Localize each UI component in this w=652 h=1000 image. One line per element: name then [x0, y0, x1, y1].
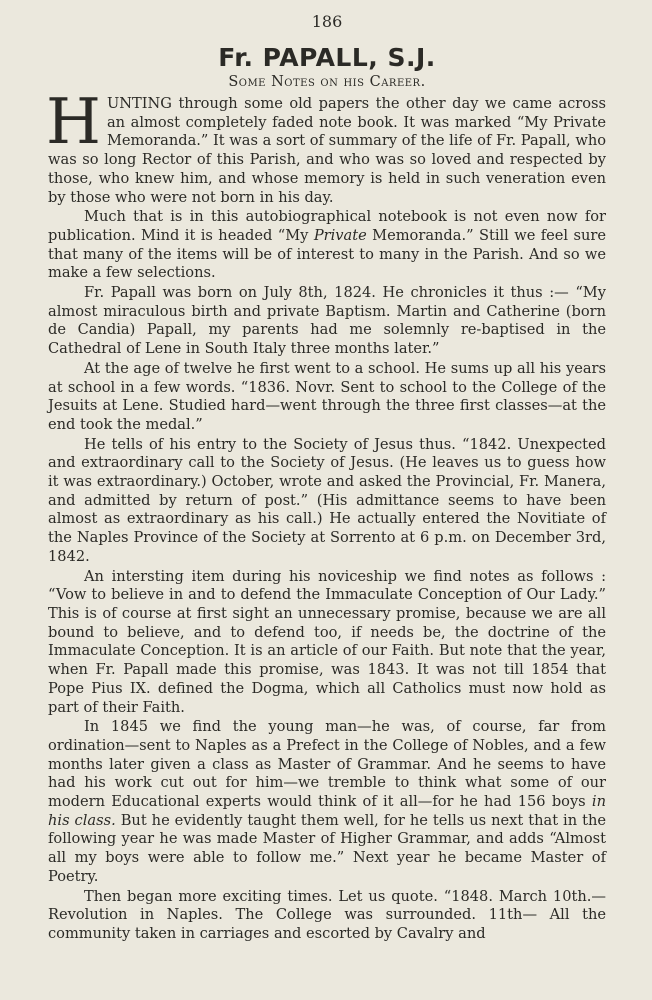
paragraph-5: He tells of his entry to the Society of Jesus thus. “1842. Unexpected and extraordinary call to the Society of Jesus. (He leaves us to guess how it was extraordinary.) October, wrote and asked the Provincial, Fr. Manera, and admitted by return of post.” (His admittance seems to have been almost as extraordinary as his call.) He actually entered the Novitiate of the Naples Province of the Society at Sorrento at 6 p.m. on December 3rd, 1842. — [48, 435, 606, 565]
paragraph-8: Then began more exciting times. Let us quote. “1848. March 10th.—Revolution in Naples. The College was surrounded. 11th— All the community taken in carriages and escorted by Cavalry and — [48, 887, 606, 942]
page-number: 186 — [311, 12, 343, 31]
paragraph-7-text-b: But he evidently taught them well, for he tells us next that in the following year he was made Master of Higher Grammar, and adds “Almost all my boys were able to follow me.” Next year he became Master of Poetry. — [48, 811, 606, 885]
paragraph-3: Fr. Papall was born on July 8th, 1824. He chronicles it thus :— “My almost miraculous birth and private Baptism. Martin and Catherine (born de Candia) Papall, my parents had me solemnly re-baptised in the Cathedral of Lene in South Italy three months later.” — [48, 284, 606, 358]
article-subtitle: Some Notes on his Career. — [228, 74, 426, 90]
paragraph-2-emphasis: Private — [313, 226, 367, 244]
paragraph-1-text: through some old papers the other day we came across an almost completely faded note book. It was marked “My Private Memoranda.” It was a sort of summary of the life of Fr. Papall, who was so long Rector of this Parish, and who was so loved and respected by those, who knew him, and whose memory is held in such veneration even by those who were not born in his day. — [48, 95, 606, 206]
paragraph-7 — [48, 718, 606, 886]
paragraph-2 — [48, 208, 606, 283]
paragraph-1 — [46, 85, 606, 207]
paragraph-6: An intersting item during his noviceship we find notes as follows : “Vow to believe in and to defend the Immaculate Conception of Our Lady.” This is of course at first sight an unnecessary promise, because we are all bound to believe, and to defend too, if needs be, the doctrine of the Immaculate Conception. It is an article of our Faith. But note that the year, when Fr. Papall made this promise, was 1843. It was not till 1854 that Pope Pius IX. defined the Dogma, which all Catholics must now hold as part of their Faith. — [48, 567, 606, 716]
paragraph-4: At the age of twelve he first went to a school. He sums up all his years at school in a few words. “1836. Novr. Sent to school to the College of the Jesuits at Lene. Studied hard—went through the three first classes—at the end took the medal.” — [48, 359, 606, 433]
article-title: Fr. PAPALL, S.J. — [218, 43, 436, 72]
paragraph-7-text-a: In 1845 we find the young man—he was, of course, far from ordination—sent to Naples as a Prefect in the College of Nobles, and a few months later given a class as Master of Grammar. And he seems to have had his work cut out for him—we tremble to think what some of our modern Educational experts would think of it all—for he had 156 boys — [48, 718, 606, 811]
paragraph-2-text-a: Much that is in this autobiographical notebook is not even now for publication. Mind it is headed “My — [48, 208, 606, 244]
paragraph-1-lead: UNTING — [106, 95, 172, 112]
drop-cap: H — [46, 85, 101, 158]
paragraph-2-text-b: Memoranda.” Still we feel sure that many of the items will be of interest to many in the Parish. And so we make a few selections. — [48, 226, 607, 282]
paragraph-7-emphasis: in his class. — [48, 793, 606, 829]
